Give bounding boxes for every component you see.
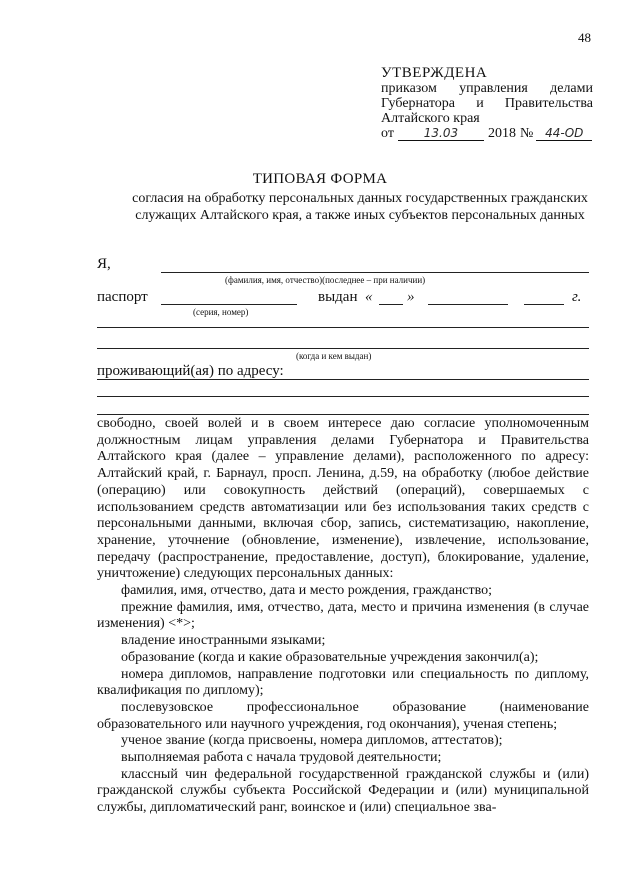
name-field-line[interactable] [161,272,589,273]
approval-line-2: Губернатора и Правительства [381,96,593,111]
approval-stamp-block [381,66,593,141]
list-item: фамилия, имя, отчество, дата и место рождения, гражданство; [121,583,493,599]
handwritten-date: 13.03 [398,127,484,141]
form-title: ТИПОВАЯ ФОРМА [252,171,388,187]
approval-date-line [381,126,593,141]
list-item: ученое звание (когда присвоены, номера дипломов, аттестатов); [121,733,503,749]
quote-open: « [365,289,373,305]
approval-title: УТВЕРЖДЕНА [381,65,488,81]
number-label: № [519,126,534,141]
from-label: от [381,126,394,141]
issued-by-line-1[interactable] [97,327,589,328]
issued-by-caption: (когда и кем выдан) [296,351,372,361]
issued-by-line-2[interactable] [97,348,589,349]
address-line-2[interactable] [97,396,589,397]
issued-label: выдан [318,289,358,305]
residing-label: проживающий(ая) по адресу: [97,363,284,379]
passport-number-line[interactable] [161,304,297,305]
i-label: Я, [97,256,111,272]
list-item: классный чин федеральной государственной гражданской службы и (или) гражданской службы субъекта Российской Федерации и (или) муниципальной службы, дипломатический ранг, воинское и (или) специальное зва- [97,766,589,816]
form-subtitle: согласия на обработку персональных данных государственных гражданских служащих Алтайского края, а также иных субъектов персональных данных [132,191,588,223]
name-caption: (фамилия, имя, отчество)(последнее – при наличии) [225,275,426,285]
list-item: послевузовское профессиональное образование (наименование образовательного или научного учреждения, год окончания), ученая степень; [97,699,589,732]
list-item: выполняемая работа с начала трудовой деятельности; [121,750,442,766]
approval-line-3: Алтайского края [381,111,480,126]
approval-line-1: приказом управления делами [381,81,593,96]
address-line-1[interactable] [97,379,589,380]
list-item: номера дипломов, направление подготовки или специальность по диплому, квалификация по диплому); [97,666,589,699]
address-line-3[interactable] [97,414,589,415]
page-number: 48 [578,30,591,45]
quote-close: » [407,289,415,305]
list-item: владение иностранными языками; [121,633,326,649]
list-item: прежние фамилия, имя, отчество, дата, место и причина изменения (в случае изменения) <*>; [97,599,589,632]
approval-year: 2018 [487,126,516,141]
day-field-line[interactable] [379,304,403,305]
consent-main-paragraph: свободно, своей волей и в своем интересе даю согласие уполномоченным должностным лицам управления делами Губернатора и Правительства Алтайского края (далее – управление делами), расположенного по адресу: Алтайский край, г. Барнаул, просп. Ленина, д.59, на обработку (любое действие (операцию) или совокупность действий (операций), совершаемых с использованием средств автоматизации или без использования таких средств с персональными данными, включая сбор, запись, систематизацию, накопление, хранение, уточнение (обновление, изменение), извлечение, использование, передачу (распространение, предоставление, доступ), блокирование, удаление, уничтожение) следующих персональных данных: [97,416,589,582]
list-item: образование (когда и какие образовательные учреждения закончил(а); [121,649,539,665]
handwritten-number: 44-OD [536,127,592,141]
passport-label: паспорт [97,289,148,305]
year-field-line[interactable] [524,304,564,305]
passport-caption: (серия, номер) [193,307,249,317]
consent-body [97,416,589,817]
month-field-line[interactable] [428,304,508,305]
year-suffix: г. [572,289,582,305]
